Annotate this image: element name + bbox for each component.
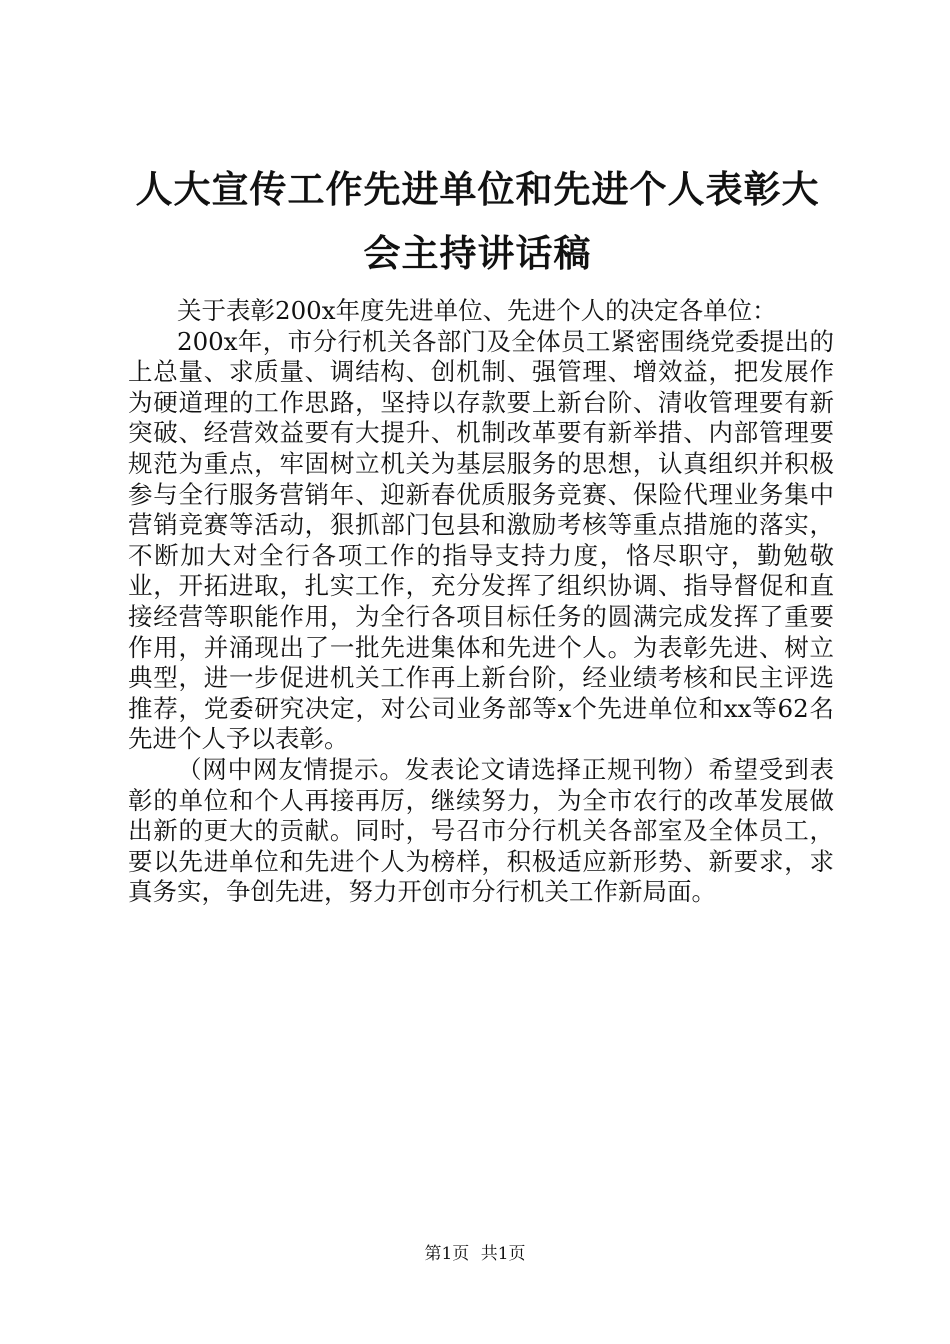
paragraph-closing: （网中网友情提示。发表论文请选择正规刊物）希望受到表彰的单位和个人再接再厉，继续努力，为全市农行的改革发展做出新的更大的贡献。同时，号召市分行机关各部室及全体员工，要以先进单位和先进个人为榜样，积极适应新形势、新要求，求真务实，争创先进，努力开创市分行机关工作新局面。 [128,754,834,907]
document-title: 人大宣传工作先进单位和先进个人表彰大会主持讲话稿 [135,168,820,275]
paragraph-intro: 关于表彰200x年度先进单位、先进个人的决定各单位： [177,296,777,325]
page-number: 第1页 [424,1244,470,1264]
document-body [128,296,834,908]
page-total: 共1页 [480,1244,526,1264]
paragraph-main: 200x年，市分行机关各部门及全体员工紧密围绕党委提出的上总量、求质量、调结构、创机制、强管理、增效益，把发展作为硬道理的工作思路，坚持以存款要上新台阶、清收管理要有新突破、经营效益要有大提升、机制改革要有新举措、内部管理要规范为重点，牢固树立机关为基层服务的思想，认真组织并积极参与全行服务营销年、迎新春优质服务竞赛、保险代理业务集中营销竞赛等活动，狠抓部门包县和激励考核等重点措施的落实，不断加大对全行各项工作的指导支持力度，恪尽职守，勤勉敬业，开拓进取，扎实工作，充分发挥了组织协调、指导督促和直接经营等职能作用，为全行各项目标任务的圆满完成发挥了重要作用，并涌现出了一批先进集体和先进个人。为表彰先进、树立典型，进一步促进机关工作再上新台阶，经业绩考核和民主评选推荐，党委研究决定，对公司业务部等x个先进单位和xx等62名先进个人予以表彰。 [128,326,834,754]
page-footer [0,1243,950,1265]
